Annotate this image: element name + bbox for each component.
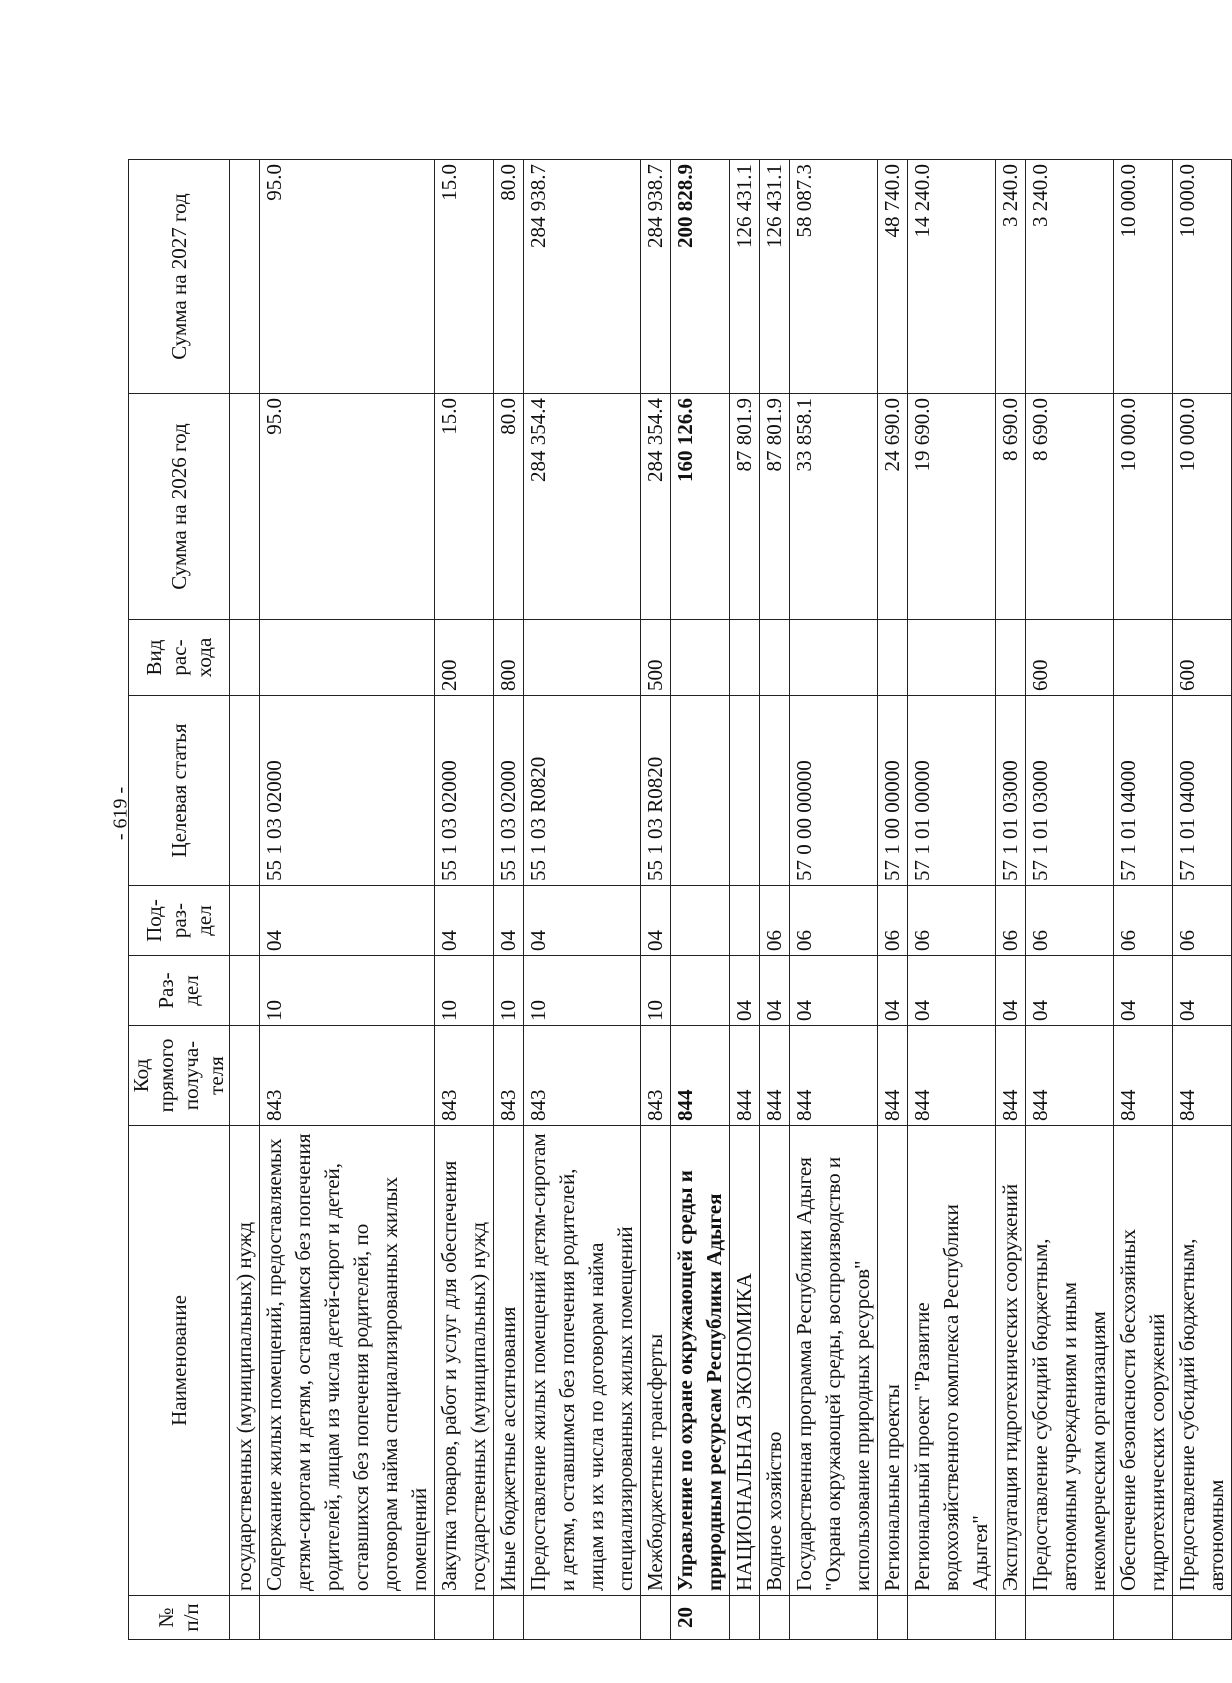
- row-expense-cell: [671, 620, 730, 696]
- header-target: Целевая статья: [129, 696, 230, 886]
- row-recipient-cell: 843: [260, 1026, 435, 1126]
- row-section-cell: 04: [996, 956, 1026, 1026]
- header-expense: Вид рас-хода: [129, 620, 230, 696]
- row-section-cell: 04: [760, 956, 790, 1026]
- row-recipient-cell: 844: [1173, 1026, 1232, 1126]
- row-target-cell: 55 1 03 02000: [260, 696, 435, 886]
- row-name-cell: Эксплуатация гидротехнических сооружений: [996, 1126, 1026, 1596]
- row-name-cell: Государственная программа Республики Адыгея "Охрана окружающей среды, воспроизводство и использование природных ресурсов": [790, 1126, 878, 1596]
- row-sum-2027-cell: 3 240.0: [996, 160, 1026, 394]
- row-sum-2027-cell: 200 828.9: [671, 160, 730, 394]
- row-sum-2027-cell: 58 087.3: [790, 160, 878, 394]
- table-row: [760, 160, 790, 1640]
- row-section-cell: 04: [1173, 956, 1232, 1026]
- row-section-cell: 10: [435, 956, 494, 1026]
- row-subsection-cell: 06: [878, 886, 908, 956]
- row-num-cell: [996, 1596, 1026, 1640]
- row-section-cell: 10: [641, 956, 671, 1026]
- row-expense-cell: 500: [641, 620, 671, 696]
- row-name-cell: Межбюджетные трансферты: [641, 1126, 671, 1596]
- header-name: Наименование: [129, 1126, 230, 1596]
- row-name-cell: Предоставление субсидий бюджетным, автономным учреждениям и иным некоммерческим организациям: [1026, 1126, 1114, 1596]
- row-expense-cell: [230, 620, 260, 696]
- row-sum-2026-cell: 160 126.6: [671, 394, 730, 620]
- row-expense-cell: [790, 620, 878, 696]
- table-row: [671, 160, 730, 1640]
- row-section-cell: 04: [790, 956, 878, 1026]
- row-target-cell: 57 1 01 04000: [1173, 696, 1232, 886]
- table-row: [524, 160, 641, 1640]
- row-name-cell: НАЦИОНАЛЬНАЯ ЭКОНОМИКА: [730, 1126, 760, 1596]
- row-expense-cell: [908, 620, 996, 696]
- row-sum-2027-cell: [230, 160, 260, 394]
- row-expense-cell: [524, 620, 641, 696]
- budget-table: [128, 159, 1232, 1640]
- row-expense-cell: 600: [1026, 620, 1114, 696]
- row-num-cell: [230, 1596, 260, 1640]
- table-row: [435, 160, 494, 1640]
- table-row: [996, 160, 1026, 1640]
- row-section-cell: 04: [1026, 956, 1114, 1026]
- row-target-cell: [760, 696, 790, 886]
- row-name-cell: государственных (муниципальных) нужд: [230, 1126, 260, 1596]
- row-subsection-cell: [671, 886, 730, 956]
- row-sum-2026-cell: [230, 394, 260, 620]
- row-expense-cell: [878, 620, 908, 696]
- row-sum-2027-cell: 10 000.0: [1114, 160, 1173, 394]
- table-row: [260, 160, 435, 1640]
- row-target-cell: [730, 696, 760, 886]
- row-subsection-cell: 06: [790, 886, 878, 956]
- row-sum-2026-cell: 87 801.9: [730, 394, 760, 620]
- row-section-cell: 10: [260, 956, 435, 1026]
- row-sum-2026-cell: 80.0: [494, 394, 524, 620]
- row-sum-2027-cell: 3 240.0: [1026, 160, 1114, 394]
- row-sum-2027-cell: 284 938.7: [641, 160, 671, 394]
- row-sum-2026-cell: 8 690.0: [1026, 394, 1114, 620]
- row-name-cell: Водное хозяйство: [760, 1126, 790, 1596]
- row-num-cell: [1114, 1596, 1173, 1640]
- row-sum-2027-cell: 126 431.1: [760, 160, 790, 394]
- row-target-cell: 57 1 01 03000: [1026, 696, 1114, 886]
- row-sum-2027-cell: 126 431.1: [730, 160, 760, 394]
- row-subsection-cell: 04: [260, 886, 435, 956]
- page-number: - 619 -: [109, 786, 132, 841]
- row-subsection-cell: 06: [760, 886, 790, 956]
- row-recipient-cell: 844: [1026, 1026, 1114, 1126]
- row-name-cell: Управление по охране окружающей среды и природным ресурсам Республики Адыгея: [671, 1126, 730, 1596]
- row-sum-2027-cell: 14 240.0: [908, 160, 996, 394]
- row-name-cell: Предоставление жилых помещений детям-сиротам и детям, оставшимся без попечения родителей, лицам из их числа по договорам найма специализированных жилых помещений: [524, 1126, 641, 1596]
- row-num-cell: [730, 1596, 760, 1640]
- row-name-cell: Закупка товаров, работ и услуг для обеспечения государственных (муниципальных) нужд: [435, 1126, 494, 1596]
- row-sum-2027-cell: 80.0: [494, 160, 524, 394]
- row-sum-2026-cell: 24 690.0: [878, 394, 908, 620]
- row-recipient-cell: 844: [790, 1026, 878, 1126]
- row-expense-cell: [760, 620, 790, 696]
- row-recipient-cell: 844: [730, 1026, 760, 1126]
- row-num-cell: 20: [671, 1596, 730, 1640]
- row-sum-2026-cell: 284 354.4: [641, 394, 671, 620]
- row-section-cell: 04: [730, 956, 760, 1026]
- table-row: [494, 160, 524, 1640]
- header-recipient: Код прямого получа-теля: [129, 1026, 230, 1126]
- row-target-cell: 55 1 03 R0820: [524, 696, 641, 886]
- row-name-cell: Иные бюджетные ассигнования: [494, 1126, 524, 1596]
- table-row: [641, 160, 671, 1640]
- row-sum-2026-cell: 15.0: [435, 394, 494, 620]
- header-sum-2026: Сумма на 2026 год: [129, 394, 230, 620]
- row-recipient-cell: [230, 1026, 260, 1126]
- row-num-cell: [260, 1596, 435, 1640]
- table-row: [230, 160, 260, 1640]
- row-expense-cell: [996, 620, 1026, 696]
- row-sum-2027-cell: 48 740.0: [878, 160, 908, 394]
- row-num-cell: [494, 1596, 524, 1640]
- table-row: [878, 160, 908, 1640]
- table-row: [730, 160, 760, 1640]
- row-sum-2027-cell: 284 938.7: [524, 160, 641, 394]
- row-target-cell: [671, 696, 730, 886]
- rotated-page-content: [128, 160, 1228, 1640]
- row-sum-2026-cell: 95.0: [260, 394, 435, 620]
- table-header-row: [129, 160, 230, 1640]
- row-num-cell: [908, 1596, 996, 1640]
- header-sum-2027: Сумма на 2027 год: [129, 160, 230, 394]
- row-num-cell: [641, 1596, 671, 1640]
- row-subsection-cell: [230, 886, 260, 956]
- row-section-cell: [230, 956, 260, 1026]
- row-subsection-cell: 06: [1114, 886, 1173, 956]
- row-recipient-cell: 843: [494, 1026, 524, 1126]
- row-section-cell: 04: [878, 956, 908, 1026]
- row-recipient-cell: 844: [878, 1026, 908, 1126]
- row-recipient-cell: 844: [671, 1026, 730, 1126]
- row-num-cell: [524, 1596, 641, 1640]
- row-num-cell: [760, 1596, 790, 1640]
- row-expense-cell: [260, 620, 435, 696]
- row-subsection-cell: 04: [524, 886, 641, 956]
- row-name-cell: Региональные проекты: [878, 1126, 908, 1596]
- row-subsection-cell: 06: [1026, 886, 1114, 956]
- row-name-cell: Обеспечение безопасности бесхозяйных гидротехнических сооружений: [1114, 1126, 1173, 1596]
- row-subsection-cell: 04: [494, 886, 524, 956]
- row-expense-cell: 800: [494, 620, 524, 696]
- row-expense-cell: [1114, 620, 1173, 696]
- row-subsection-cell: 06: [996, 886, 1026, 956]
- row-target-cell: 55 1 03 R0820: [641, 696, 671, 886]
- row-num-cell: [790, 1596, 878, 1640]
- table-row: [1026, 160, 1114, 1640]
- row-sum-2026-cell: 33 858.1: [790, 394, 878, 620]
- row-num-cell: [1026, 1596, 1114, 1640]
- row-num-cell: [435, 1596, 494, 1640]
- row-sum-2027-cell: 95.0: [260, 160, 435, 394]
- table-row: [790, 160, 878, 1640]
- row-sum-2027-cell: 15.0: [435, 160, 494, 394]
- row-sum-2026-cell: 10 000.0: [1114, 394, 1173, 620]
- row-sum-2027-cell: 10 000.0: [1173, 160, 1232, 394]
- row-subsection-cell: 04: [435, 886, 494, 956]
- table-row: [908, 160, 996, 1640]
- row-subsection-cell: 06: [908, 886, 996, 956]
- row-num-cell: [1173, 1596, 1232, 1640]
- header-num: № п/п: [129, 1596, 230, 1640]
- row-expense-cell: 600: [1173, 620, 1232, 696]
- row-recipient-cell: 843: [641, 1026, 671, 1126]
- row-target-cell: 55 1 03 02000: [494, 696, 524, 886]
- row-target-cell: 57 0 00 00000: [790, 696, 878, 886]
- row-expense-cell: 200: [435, 620, 494, 696]
- row-sum-2026-cell: 284 354.4: [524, 394, 641, 620]
- header-section: Раз-дел: [129, 956, 230, 1026]
- row-target-cell: 57 1 00 00000: [878, 696, 908, 886]
- row-sum-2026-cell: 10 000.0: [1173, 394, 1232, 620]
- row-section-cell: 04: [1114, 956, 1173, 1026]
- row-subsection-cell: 06: [1173, 886, 1232, 956]
- header-subsection: Под-раз-дел: [129, 886, 230, 956]
- row-subsection-cell: 04: [641, 886, 671, 956]
- row-num-cell: [878, 1596, 908, 1640]
- row-recipient-cell: 843: [435, 1026, 494, 1126]
- row-sum-2026-cell: 8 690.0: [996, 394, 1026, 620]
- row-name-cell: Содержание жилых помещений, предоставляемых детям-сиротам и детям, оставшимся без попечения родителей, лицам из числа детей-сирот и детей, оставшихся без попечения родителей, по договорам найма специализированных жилых помещений: [260, 1126, 435, 1596]
- row-section-cell: 10: [524, 956, 641, 1026]
- row-section-cell: [671, 956, 730, 1026]
- row-recipient-cell: 844: [760, 1026, 790, 1126]
- row-target-cell: 55 1 03 02000: [435, 696, 494, 886]
- row-recipient-cell: 844: [908, 1026, 996, 1126]
- row-target-cell: 57 1 01 03000: [996, 696, 1026, 886]
- row-name-cell: Предоставление субсидий бюджетным, автономным: [1173, 1126, 1232, 1596]
- row-section-cell: 10: [494, 956, 524, 1026]
- row-name-cell: Региональный проект "Развитие водохозяйственного комплекса Республики Адыгея": [908, 1126, 996, 1596]
- row-target-cell: [230, 696, 260, 886]
- row-recipient-cell: 844: [996, 1026, 1026, 1126]
- table-row: [1114, 160, 1173, 1640]
- row-recipient-cell: 843: [524, 1026, 641, 1126]
- row-subsection-cell: [730, 886, 760, 956]
- row-recipient-cell: 844: [1114, 1026, 1173, 1126]
- row-target-cell: 57 1 01 00000: [908, 696, 996, 886]
- row-sum-2026-cell: 87 801.9: [760, 394, 790, 620]
- table-row: [1173, 160, 1232, 1640]
- row-expense-cell: [730, 620, 760, 696]
- row-target-cell: 57 1 01 04000: [1114, 696, 1173, 886]
- row-sum-2026-cell: 19 690.0: [908, 394, 996, 620]
- row-section-cell: 04: [908, 956, 996, 1026]
